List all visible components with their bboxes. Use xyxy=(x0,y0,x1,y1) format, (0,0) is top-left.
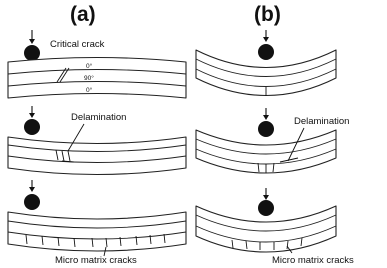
laminate-plate xyxy=(8,58,186,99)
laminate-plate xyxy=(8,137,186,175)
ply-label-middle: 90° xyxy=(84,75,94,82)
impactor-ball xyxy=(24,194,40,210)
impactor-ball xyxy=(24,119,40,135)
arrowhead xyxy=(29,187,35,192)
impactor-ball xyxy=(24,45,40,61)
impactor-ball xyxy=(258,121,274,137)
arrowhead xyxy=(263,195,269,200)
panel-a-stage-2 xyxy=(8,106,186,175)
panel-a-stage-3 xyxy=(8,180,186,266)
arrowhead xyxy=(263,37,269,42)
panel-b-stage-1 xyxy=(196,30,336,96)
panel-b-label: (b) xyxy=(254,3,281,26)
arrowhead xyxy=(29,39,35,44)
panel-a-stage-1 xyxy=(8,30,186,98)
impactor-ball xyxy=(258,44,274,60)
laminate-plate xyxy=(8,212,186,251)
micro-cracks-label: Micro matrix cracks xyxy=(55,255,137,266)
delamination-label: Delamination xyxy=(71,112,127,123)
panel-b-stage-2 xyxy=(196,108,349,173)
ply-label-top: 0° xyxy=(86,63,93,70)
delamination-label: Delamination xyxy=(294,116,350,127)
micro-cracks-label: Micro matrix cracks xyxy=(272,255,354,266)
panel-a-label: (a) xyxy=(70,3,96,26)
impactor-ball xyxy=(258,200,274,216)
critical-crack-label: Critical crack xyxy=(50,39,105,50)
panel-b-stage-3 xyxy=(196,188,354,266)
ply-label-bottom: 0° xyxy=(86,87,93,94)
arrowhead xyxy=(29,113,35,118)
arrowhead xyxy=(263,115,269,120)
